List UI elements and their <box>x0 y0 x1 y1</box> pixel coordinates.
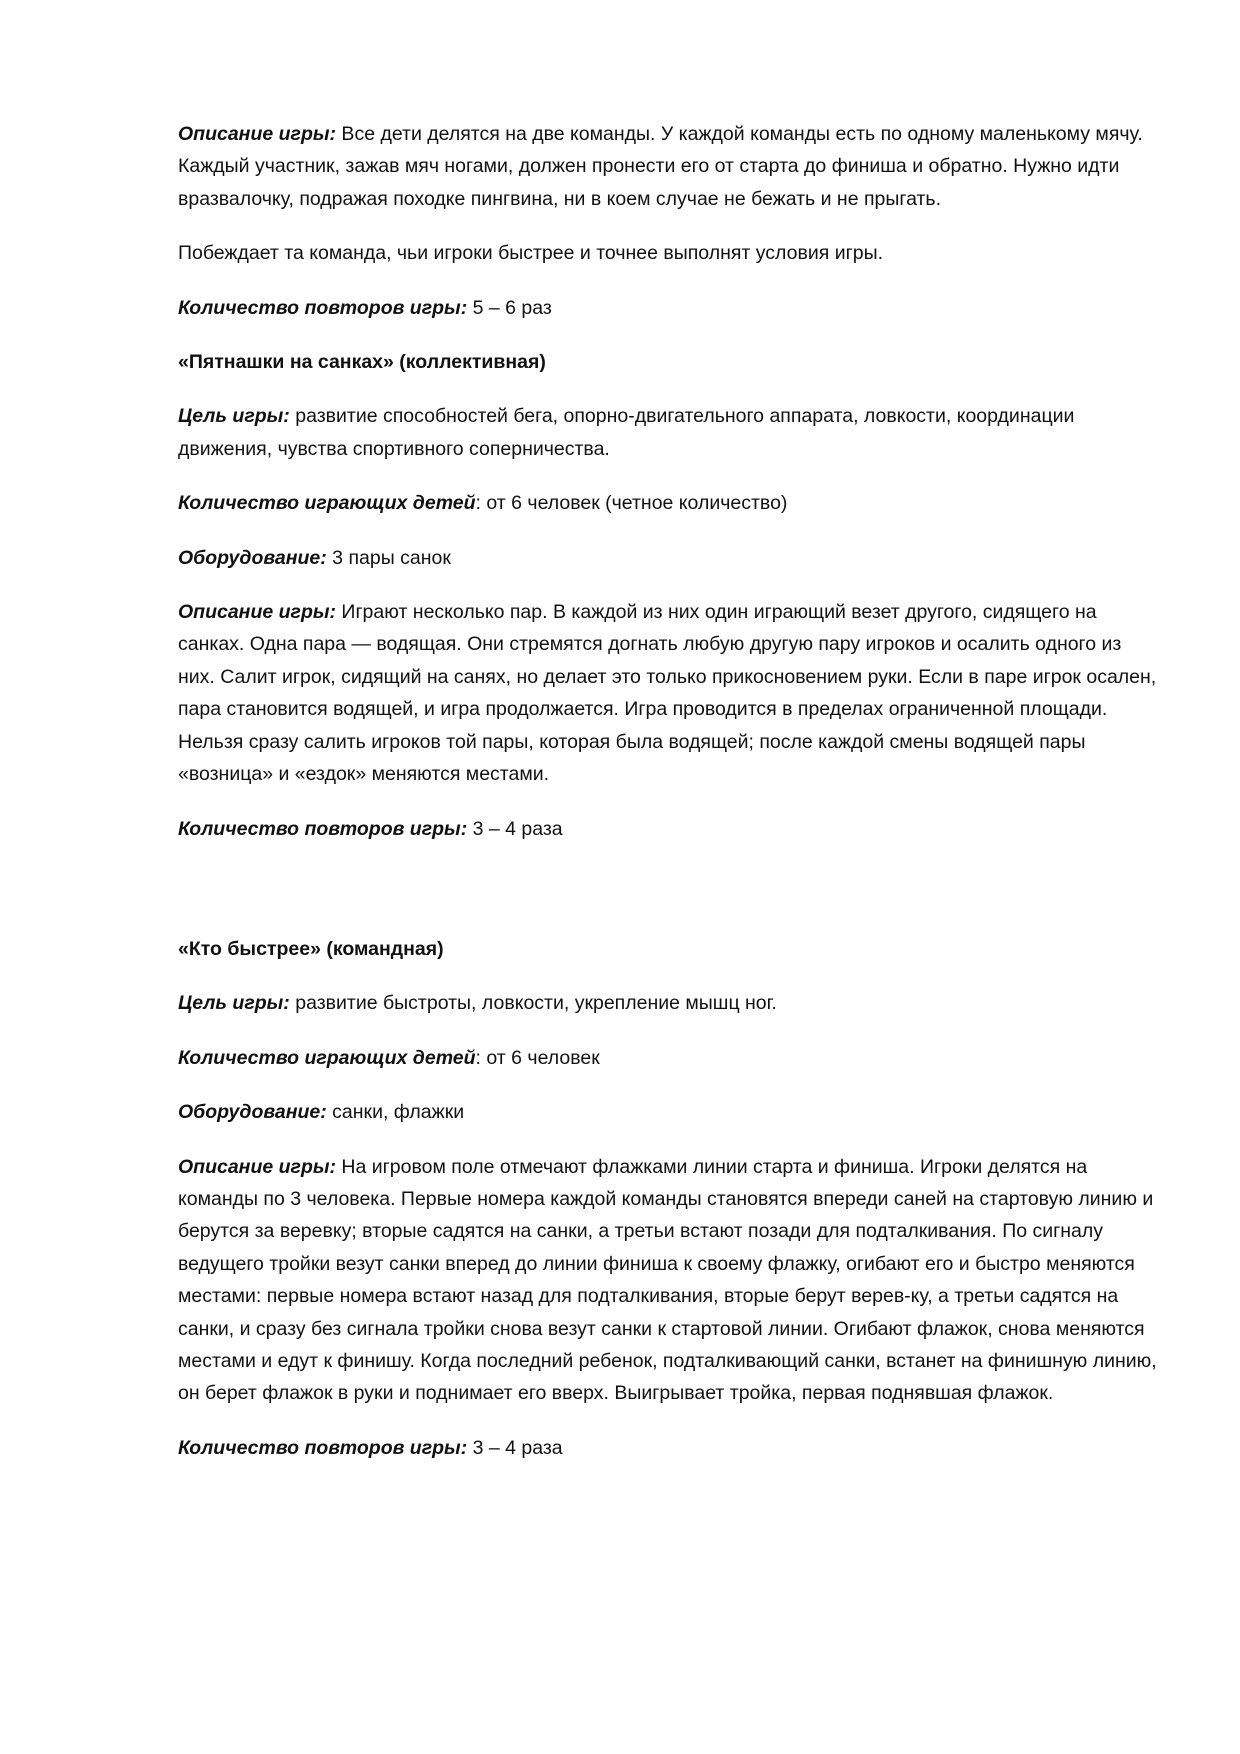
game3-equipment <box>178 1096 1163 1128</box>
game1-repeats <box>178 292 1163 324</box>
game2-players-text: : от 6 человек (четное количество) <box>475 492 788 515</box>
game2-description-text: Играют несколько пар. В каждой из них один играющий везет другого, сидящего на санках. Одна пара — водящая. Они стремятся догнать любую другую пару игроков и осалить одного из них. Салит игрок, сидящий на санях, но делает это только прикосновением руки. Если в паре игрок осален, пара становится водящей, и игра продолжается. Игра проводится в пределах ограниченной площади. Нельзя сразу салить игроков той пары, которая была водящей; после каждой смены водящей пары «возница» и «ездок» меняются местами. <box>178 601 1157 786</box>
game2-title: «Пятнашки на санках» (коллективная) <box>178 351 546 374</box>
game3-title: «Кто быстрее» (командная) <box>178 937 444 960</box>
game2-players <box>178 487 1163 519</box>
game2-description-label: Описание игры: <box>178 601 337 624</box>
game3-repeats-text: 3 – 4 раза <box>467 1436 563 1459</box>
game2-description <box>178 596 1163 790</box>
game1-winner: Побеждает та команда, чьи игроки быстрее и точнее выполнят условия игры. <box>178 242 883 265</box>
game3-repeats <box>178 1432 1163 1464</box>
game1-description-text: Все дети делятся на две команды. У каждой команды есть по одному маленькому мячу. Каждый участник, зажав мяч ногами, должен пронести его от старта до финиша и обратно. Нужно идти вразвалочку, подражая походке пингвина, ни в коем случае не бежать и не прыгать. <box>178 123 1143 210</box>
game2-repeats-label: Количество повторов игры: <box>178 817 468 840</box>
game2-repeats-text: 3 – 4 раза <box>467 817 563 840</box>
game1-repeats-label: Количество повторов игры: <box>178 296 468 319</box>
game2-goal-text: развитие способностей бега, опорно-двигательного аппарата, ловкости, координации движения, чувства спортивного соперничества. <box>178 405 1075 460</box>
game3-equipment-label: Оборудование: <box>178 1101 327 1124</box>
game3-goal-label: Цель игры: <box>178 992 290 1015</box>
game2-goal <box>178 400 1163 465</box>
game3-goal-text: развитие быстроты, ловкости, укрепление мышц ног. <box>289 992 777 1015</box>
section-spacer <box>178 867 1163 933</box>
game1-description <box>178 118 1163 215</box>
document-page <box>178 118 1163 1486</box>
game2-players-label: Количество играющих детей <box>178 492 476 515</box>
game2-equipment <box>178 542 1163 574</box>
game3-description <box>178 1151 1163 1410</box>
game2-equipment-text: 3 пары санок <box>326 546 451 569</box>
game3-description-text: На игровом поле отмечают флажками линии старта и финиша. Игроки делятся на команды по 3 человека. Первые номера каждой команды становятся впереди саней на стартовую линию и берутся за веревку; вторые садятся на санки, а третьи встают позади для подталкивания. По сигналу ведущего тройки везут санки вперед до линии финиша к своему флажку, огибают его и быстро меняются местами: первые номера встают назад для подталкивания, вторые берут верев-ку, а третьи садятся на санки, и сразу без сигнала тройки снова везут санки к стартовой линии. Огибают флажок, снова меняются местами и едут к финишу. Когда последний ребенок, подталкивающий санки, встанет на финишную линию, он берет флажок в руки и поднимает его вверх. Выигрывает тройка, первая поднявшая флажок. <box>178 1155 1157 1405</box>
game2-repeats <box>178 813 1163 845</box>
game3-description-label: Описание игры: <box>178 1155 337 1178</box>
game2-equipment-label: Оборудование: <box>178 546 327 569</box>
game2-goal-label: Цель игры: <box>178 405 290 428</box>
game3-players <box>178 1042 1163 1074</box>
game3-players-label: Количество играющих детей <box>178 1046 476 1069</box>
game1-description-label: Описание игры: <box>178 123 337 145</box>
game3-repeats-label: Количество повторов игры: <box>178 1436 468 1459</box>
game3-players-text: : от 6 человек <box>475 1046 600 1069</box>
game1-repeats-text: 5 – 6 раз <box>467 296 552 319</box>
game3-goal <box>178 987 1163 1019</box>
game3-equipment-text: санки, флажки <box>326 1101 465 1124</box>
